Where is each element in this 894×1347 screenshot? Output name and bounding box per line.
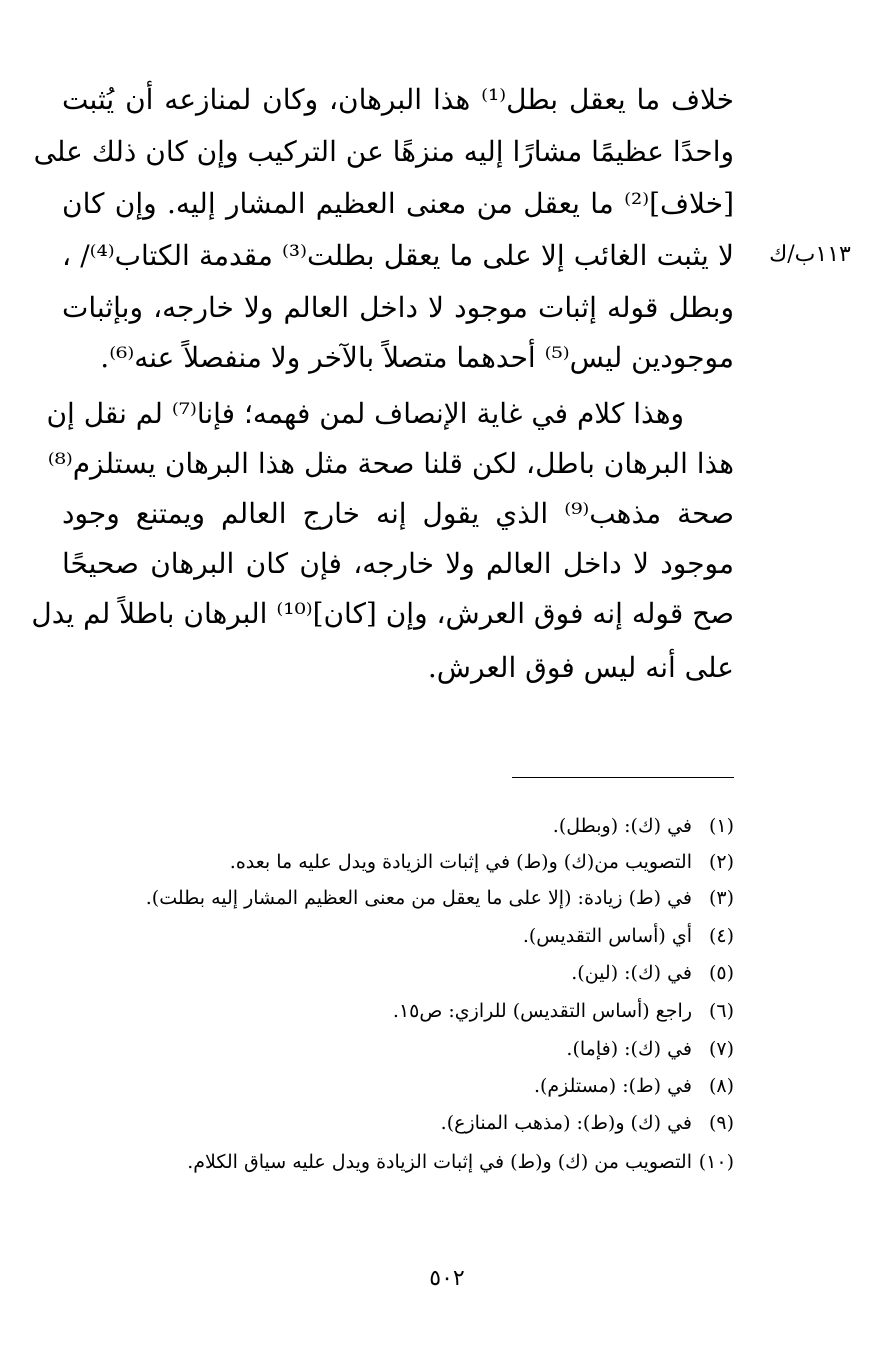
footnote-number: (٨) — [708, 1075, 734, 1097]
footnote-text: التصويب من (ك) و(ط) في إثبات الزيادة ويدل عليه سياق الكلام. — [187, 1151, 692, 1173]
footnote-item — [114, 1031, 734, 1067]
footnote-number: (٥) — [708, 962, 734, 984]
footnote-item — [114, 1144, 734, 1180]
text-line: وهذا كلام في غاية الإنصاف لمن فهمه؛ فإنا⁽⁷⁾ لم نقل إن — [46, 397, 684, 430]
footnote-text: في (ك) و(ط): (مذهب المنازع). — [440, 1112, 692, 1134]
text-line: على أنه ليس فوق العرش. — [427, 651, 734, 684]
footnote-item — [114, 844, 734, 880]
footnote-number: (٢) — [708, 851, 734, 873]
text-line: خلاف ما يعقل بطل⁽¹⁾ هذا البرهان، وكان لمنازعه أن يُثبت — [62, 83, 734, 116]
text-line: صحة مذهب⁽⁹⁾ الذي يقول إنه خارج العالم ويمتنع وجود — [62, 497, 734, 530]
text-line: صح قوله إنه فوق العرش، وإن [كان]⁽¹⁰⁾ البرهان باطلاً لم يدل — [31, 597, 734, 630]
footnote-item — [114, 1105, 734, 1141]
footnote-number: (٦) — [708, 1000, 734, 1022]
footnote-text: في (ك): (لين). — [571, 962, 692, 984]
footnote-item — [114, 880, 734, 916]
footnote-text: أي (أساس التقديس). — [522, 925, 692, 947]
footnote-number: (٩) — [708, 1112, 734, 1134]
text-line: هذا البرهان باطل، لكن قلنا صحة مثل هذا البرهان يستلزم⁽⁸⁾ — [47, 447, 734, 480]
footnote-text: راجع (أساس التقديس) للرازي: ص١٥. — [392, 1000, 692, 1022]
footnote-number: (١) — [708, 815, 734, 837]
footnote-text: التصويب من(ك) و(ط) في إثبات الزيادة ويدل عليه ما بعده. — [229, 851, 692, 873]
footnote-item — [114, 1068, 734, 1104]
footnote-item — [114, 918, 734, 954]
footnote-number: (١٠) — [698, 1151, 734, 1173]
footnote-separator — [512, 777, 734, 778]
footnote-text: في (ط): (مستلزم). — [533, 1075, 692, 1097]
text-line: [خلاف]⁽²⁾ ما يعقل من معنى العظيم المشار إليه. وإن كان — [62, 187, 734, 220]
text-line: لا يثبت الغائب إلا على ما يعقل بطلت⁽³⁾ مقدمة الكتاب⁽⁴⁾/ ، — [62, 239, 734, 272]
text-line: وبطل قوله إثبات موجود لا داخل العالم ولا خارجه، وبإثبات — [62, 291, 734, 324]
footnote-item — [114, 993, 734, 1029]
footnote-item — [114, 955, 734, 991]
footnote-item — [114, 808, 734, 844]
footnote-number: (٧) — [708, 1038, 734, 1060]
footnote-number: (٣) — [708, 887, 734, 909]
footnote-text: في (ك): (فإما). — [566, 1038, 692, 1060]
footnote-text: في (ط) زيادة: (إلا على ما يعقل من معنى العظيم المشار إليه بطلت). — [145, 887, 692, 909]
manuscript-margin-note: ١١٣ب/ك — [769, 242, 851, 267]
footnote-number: (٤) — [708, 925, 734, 947]
footnote-text: في (ك): (وبطل). — [552, 815, 692, 837]
text-line: موجودين ليس⁽⁵⁾ أحدهما متصلاً بالآخر ولا منفصلاً عنه⁽⁶⁾. — [100, 341, 734, 374]
text-line: واحدًا عظيمًا مشارًا إليه منزهًا عن التركيب وإن كان ذلك على — [33, 135, 734, 168]
text-line: موجود لا داخل العالم ولا خارجه، فإن كان البرهان صحيحًا — [62, 547, 734, 580]
page-number: ٥٠٢ — [429, 1266, 465, 1291]
